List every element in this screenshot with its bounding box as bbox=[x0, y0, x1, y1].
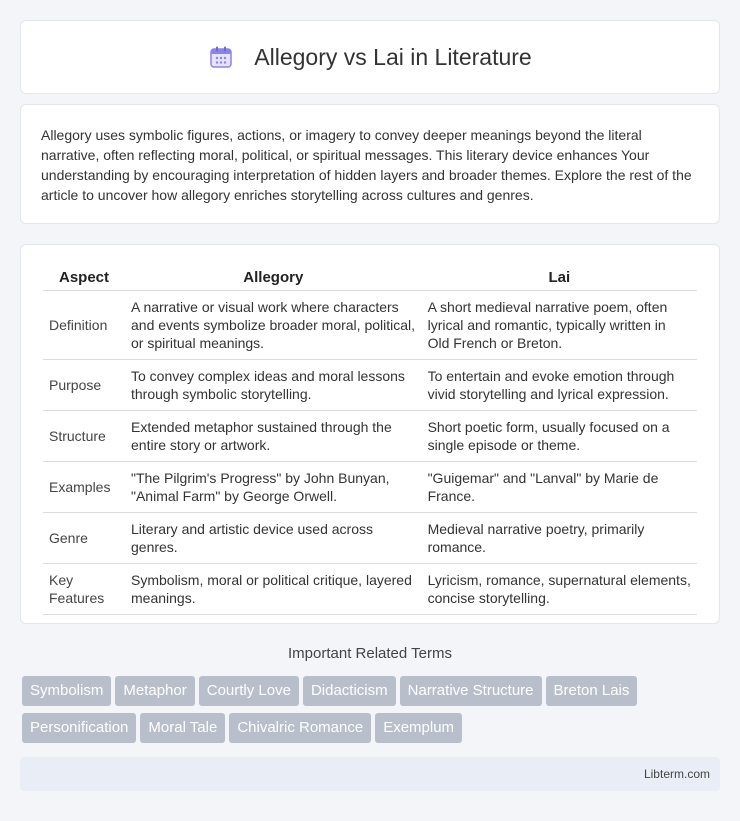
aspect-cell: Key Features bbox=[43, 564, 125, 615]
table-row bbox=[43, 411, 697, 462]
related-term-tag[interactable]: Narrative Structure bbox=[400, 676, 542, 706]
footer-site-link[interactable]: Libterm.com bbox=[643, 767, 710, 781]
column-header-aspect: Aspect bbox=[43, 267, 125, 291]
footer bbox=[20, 757, 720, 791]
table-row bbox=[43, 291, 697, 360]
related-term-tag[interactable]: Metaphor bbox=[115, 676, 194, 706]
lai-cell: Medieval narrative poetry, primarily romance. bbox=[422, 513, 697, 564]
lai-cell: To entertain and evoke emotion through vivid storytelling and lyrical expression. bbox=[422, 360, 697, 411]
page-header bbox=[20, 20, 720, 94]
table-row bbox=[43, 360, 697, 411]
related-terms-list bbox=[22, 676, 722, 750]
column-header-allegory: Allegory bbox=[125, 267, 422, 291]
calendar-icon bbox=[208, 44, 234, 70]
allegory-cell: A narrative or visual work where characters and events symbolize broader moral, political, or spiritual meanings. bbox=[125, 291, 422, 360]
aspect-cell: Examples bbox=[43, 462, 125, 513]
column-header-lai: Lai bbox=[422, 267, 697, 291]
intro-card bbox=[20, 104, 720, 224]
aspect-cell: Genre bbox=[43, 513, 125, 564]
aspect-cell: Structure bbox=[43, 411, 125, 462]
related-term-tag[interactable]: Didacticism bbox=[303, 676, 396, 706]
comparison-table bbox=[43, 267, 697, 615]
related-term-tag[interactable]: Courtly Love bbox=[199, 676, 299, 706]
aspect-cell: Definition bbox=[43, 291, 125, 360]
intro-text: Allegory uses symbolic figures, actions, or imagery to convey deeper meanings beyond the literal narrative, often reflecting moral, political, or spiritual messages. This literary device enhances Your understanding by encouraging interpretation of hidden layers and broader themes. Explore the rest of the article to uncover how allegory enriches storytelling across cultures and genres. bbox=[41, 127, 692, 203]
table-header-row bbox=[43, 267, 697, 291]
allegory-cell: Extended metaphor sustained through the entire story or artwork. bbox=[125, 411, 422, 462]
lai-cell: A short medieval narrative poem, often lyrical and romantic, typically written in Old French or Breton. bbox=[422, 291, 697, 360]
lai-cell: "Guigemar" and "Lanval" by Marie de France. bbox=[422, 462, 697, 513]
allegory-cell: Symbolism, moral or political critique, layered meanings. bbox=[125, 564, 422, 615]
lai-cell: Lyricism, romance, supernatural elements, concise storytelling. bbox=[422, 564, 697, 615]
related-term-tag[interactable]: Chivalric Romance bbox=[229, 713, 371, 743]
related-term-tag[interactable]: Personification bbox=[22, 713, 136, 743]
allegory-cell: "The Pilgrim's Progress" by John Bunyan, "Animal Farm" by George Orwell. bbox=[125, 462, 422, 513]
related-term-tag[interactable]: Symbolism bbox=[22, 676, 111, 706]
related-term-tag[interactable]: Moral Tale bbox=[140, 713, 225, 743]
related-terms-title: Important Related Terms bbox=[288, 645, 452, 662]
page-title: Allegory vs Lai in Literature bbox=[254, 43, 532, 70]
related-term-tag[interactable]: Breton Lais bbox=[546, 676, 638, 706]
allegory-cell: Literary and artistic device used across genres. bbox=[125, 513, 422, 564]
table-row bbox=[43, 564, 697, 615]
allegory-cell: To convey complex ideas and moral lessons through symbolic storytelling. bbox=[125, 360, 422, 411]
aspect-cell: Purpose bbox=[43, 360, 125, 411]
comparison-card bbox=[20, 244, 720, 624]
lai-cell: Short poetic form, usually focused on a single episode or theme. bbox=[422, 411, 697, 462]
table-row bbox=[43, 513, 697, 564]
table-row bbox=[43, 462, 697, 513]
related-term-tag[interactable]: Exemplum bbox=[375, 713, 462, 743]
